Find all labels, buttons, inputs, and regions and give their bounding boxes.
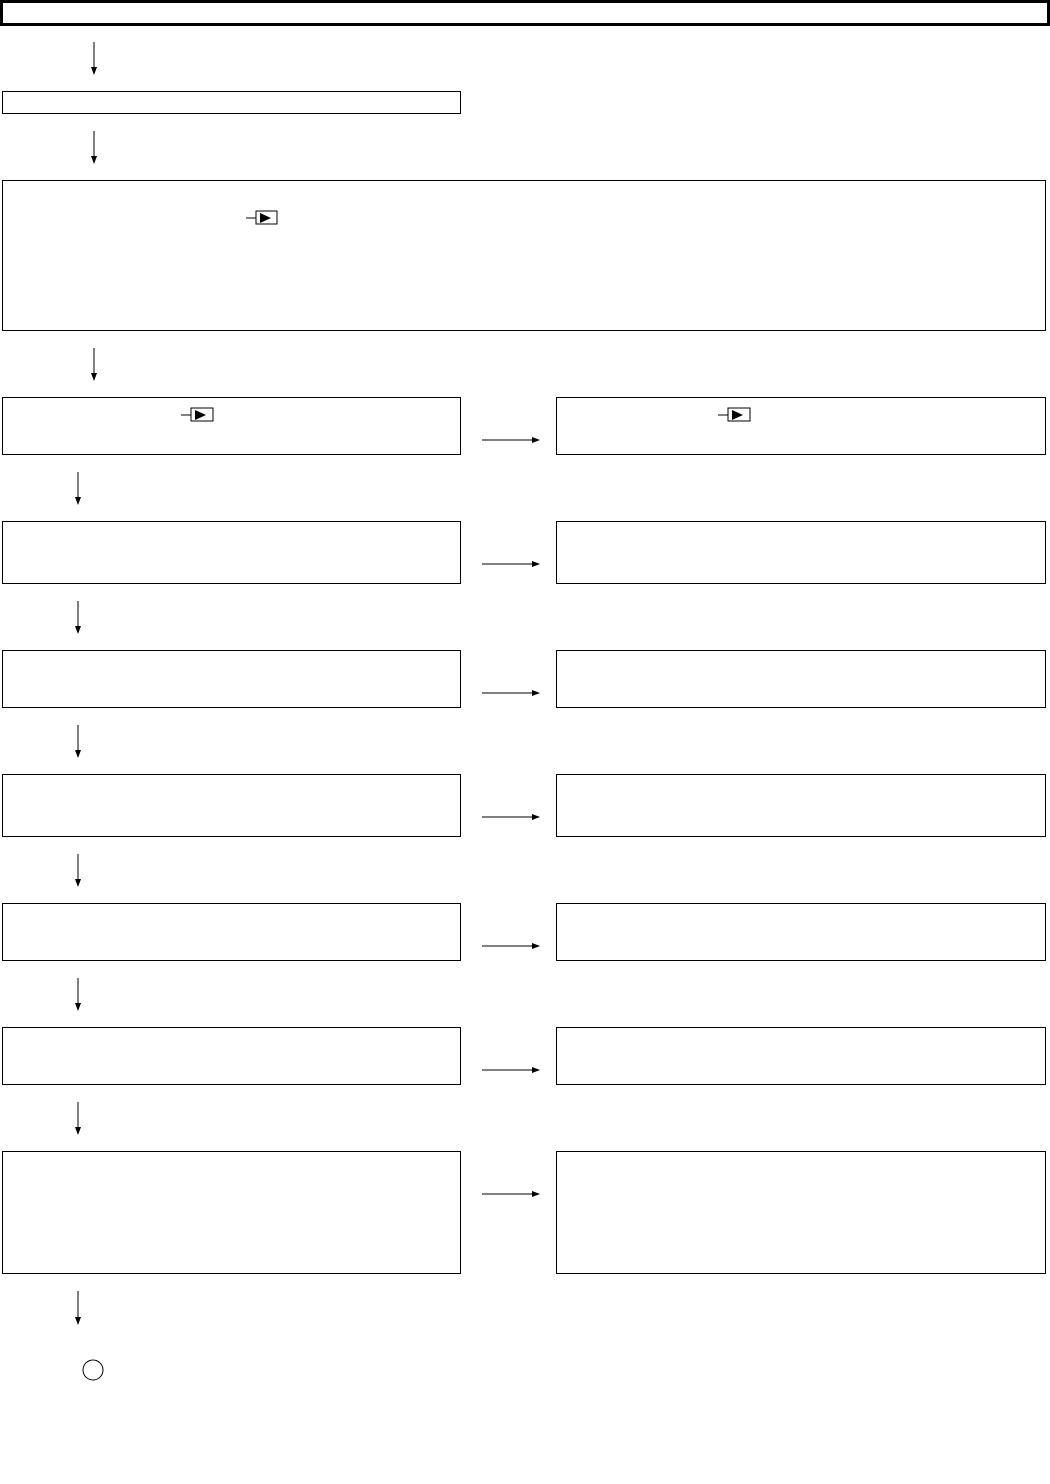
connector-circle [83, 1360, 103, 1380]
diode-arrow-icon [718, 408, 750, 421]
diode-arrow-icon [246, 211, 277, 224]
diode-arrow-icon [181, 408, 213, 421]
